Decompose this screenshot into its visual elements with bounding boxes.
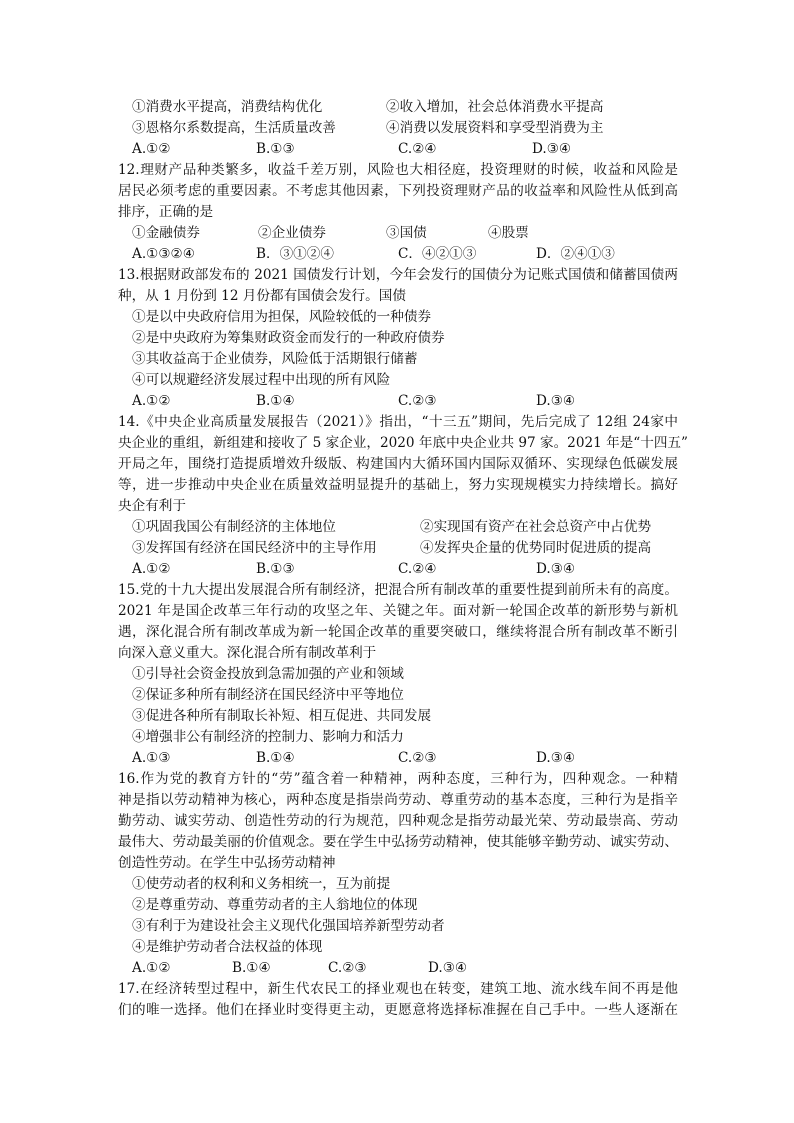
q12-option-c: C．④②①③ <box>398 246 477 262</box>
q14-stem-line-4: 等，进一步推动中央企业在质量效益明显提升的基础上，努力实现规模实力持续增长。搞好 <box>118 477 678 493</box>
q11-option-c: C.②④ <box>398 141 437 157</box>
q13-item-4: ④可以规避经济发展过程中出现的所有风险 <box>132 372 391 388</box>
q12-option-a: A.①③②④ <box>132 246 195 262</box>
q13-stem-line-2: 种，从 1 月份到 12 月份都有国债会发行。国债 <box>118 288 406 304</box>
q16-stem-line-2: 神是指以劳动精神为核心，两种态度是指崇尚劳动、尊重劳动的基本态度，三种行为是指辛 <box>118 792 678 808</box>
q12-item-2: ②企业债券 <box>258 225 326 241</box>
q15-item-1: ①引导社会资金投放到急需加强的产业和领域 <box>132 666 404 682</box>
q12-option-d: D．②④①③ <box>536 246 615 262</box>
q14-stem-line-5: 央企有利于 <box>118 498 186 514</box>
q15-option-d: D.③④ <box>536 750 576 766</box>
q11-item-4: ④消费以发展资料和享受型消费为主 <box>386 120 604 136</box>
q16-option-c: C.②③ <box>328 960 367 976</box>
q14-option-a: A.①② <box>132 561 171 577</box>
q15-item-2: ②保证多种所有制经济在国民经济中平等地位 <box>132 687 404 703</box>
q14-option-b: B.①③ <box>256 561 295 577</box>
q15-option-c: C.②③ <box>398 750 437 766</box>
q17-stem-line-2: 们的唯一选择。他们在择业时变得更主动，更愿意将选择标准握在自己手中。一些人逐渐在 <box>118 1002 678 1018</box>
q16-item-3: ③有利于为建设社会主义现代化强国培养新型劳动者 <box>132 918 445 934</box>
q15-stem-line-2: 2021 年是国企改革三年行动的攻坚之年、关键之年。面对新一轮国企改革的新形势与新机 <box>118 603 678 619</box>
q14-option-c: C.②④ <box>398 561 437 577</box>
q12-stem-line-3: 排序，正确的是 <box>118 204 214 220</box>
q12-stem-line-1: 12.理财产品种类繁多，收益千差万别，风险也大相径庭，投资理财的时候，收益和风险是 <box>118 162 678 178</box>
q11-item-2: ②收入增加，社会总体消费水平提高 <box>386 99 604 115</box>
q15-item-4: ④增强非公有制经济的控制力、影响力和活力 <box>132 729 404 745</box>
q15-stem-line-4: 向深入意义重大。深化混合所有制改革利于 <box>118 645 377 661</box>
q11-item-3: ③恩格尔系数提高，生活质量改善 <box>132 120 336 136</box>
q12-item-4: ④股票 <box>488 225 529 241</box>
q12-option-b: B．③①②④ <box>256 246 334 262</box>
q16-option-d: D.③④ <box>428 960 468 976</box>
q13-option-b: B.①④ <box>256 393 295 409</box>
q15-item-3: ③促进各种所有制取长补短、相互促进、共同发展 <box>132 708 432 724</box>
q16-stem-line-4: 最伟大、劳动最美丽的价值观念。要在学生中弘扬劳动精神，使其能够辛勤劳动、诚实劳动、 <box>118 834 678 850</box>
q14-stem-line-3: 开局之年，围绕打造提质增效升级版、构建国内大循环国内国际双循环、实现绿色低碳发展 <box>118 456 678 472</box>
q16-item-2: ②是尊重劳动、尊重劳动者的主人翁地位的体现 <box>132 897 418 913</box>
q14-option-d: D.③④ <box>536 561 576 577</box>
q14-stem-line-1: 14.《中央企业高质量发展报告（2021）》指出，“十三五”期间，先后完成了 12组 24家中 <box>118 414 678 430</box>
q17-stem-line-1: 17.在经济转型过程中，新生代农民工的择业观也在转变，建筑工地、流水线车间不再是他 <box>118 981 678 997</box>
q14-item-1: ①巩固我国公有制经济的主体地位 <box>132 519 336 535</box>
q16-item-1: ①使劳动者的权利和义务相统一，互为前提 <box>132 876 391 892</box>
q15-stem-line-1: 15.党的十九大提出发展混合所有制经济，把混合所有制改革的重要性提到前所未有的高度。 <box>118 582 678 598</box>
q14-item-3: ③发挥国有经济在国民经济中的主导作用 <box>132 540 377 556</box>
q13-option-c: C.②③ <box>398 393 437 409</box>
q15-option-a: A.①③ <box>132 750 171 766</box>
q13-stem-line-1: 13.根据财政部发布的 2021 国债发行计划，今年会发行的国债分为记账式国债和储蓄国债两 <box>118 267 678 283</box>
q11-option-b: B.①③ <box>256 141 295 157</box>
q13-item-1: ①是以中央政府信用为担保，风险较低的一种债券 <box>132 309 432 325</box>
q14-stem-line-2: 央企业的重组，新组建和接收了 5 家企业，2020 年底中央企业共 97 家。2021 年是“十四五” <box>118 435 688 451</box>
q16-item-4: ④是维护劳动者合法权益的体现 <box>132 939 323 955</box>
q13-option-a: A.①② <box>132 393 171 409</box>
q11-option-d: D.③④ <box>532 141 572 157</box>
q16-stem-line-5: 创造性劳动。在学生中弘扬劳动精神 <box>118 855 336 871</box>
q12-stem-line-2: 居民必须考虑的重要因素。不考虑其他因素，下列投资理财产品的收益率和风险性从低到高 <box>118 183 678 199</box>
q16-stem-line-1: 16.作为党的教育方针的“劳”蕴含着一种精神，两种态度，三种行为，四种观念。一种精 <box>118 771 678 787</box>
q13-item-2: ②是中央政府为筹集财政资金而发行的一种政府债券 <box>132 330 445 346</box>
q14-item-4: ④发挥央企量的优势同时促进质的提高 <box>420 540 652 556</box>
q12-item-3: ③国债 <box>386 225 427 241</box>
q16-stem-line-3: 勤劳动、诚实劳动、创造性劳动的行为规范，四种观念是指劳动最光荣、劳动最崇高、劳动 <box>118 813 678 829</box>
q12-item-1: ①金融债券 <box>132 225 200 241</box>
q15-option-b: B.①④ <box>256 750 295 766</box>
q13-item-3: ③其收益高于企业债券，风险低于活期银行储蓄 <box>132 351 418 367</box>
q11-option-a: A.①② <box>132 141 171 157</box>
q11-item-1: ①消费水平提高，消费结构优化 <box>132 99 323 115</box>
q16-option-b: B.①④ <box>232 960 271 976</box>
q15-stem-line-3: 遇，深化混合所有制改革成为新一轮国企改革的重要突破口，继续将混合所有制改革不断引 <box>118 624 678 640</box>
q16-option-a: A.①② <box>132 960 171 976</box>
q13-option-d: D.③④ <box>536 393 576 409</box>
q14-item-2: ②实现国有资产在社会总资产中占优势 <box>420 519 652 535</box>
